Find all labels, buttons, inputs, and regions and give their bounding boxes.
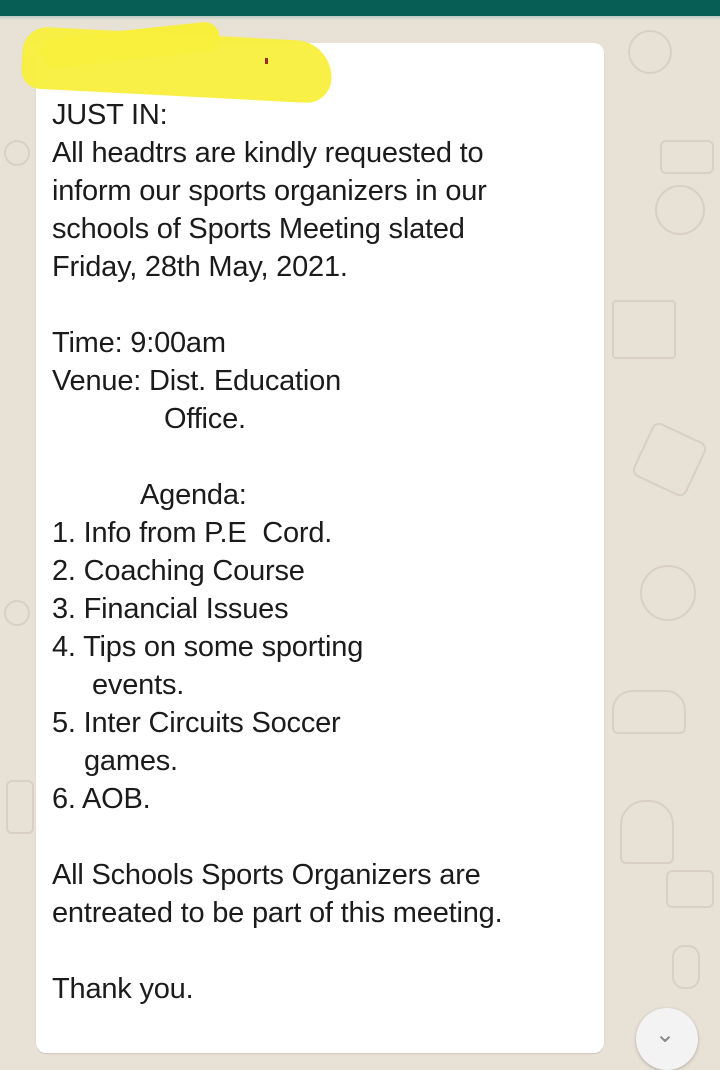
agenda-heading: Agenda:	[140, 479, 247, 511]
message-line: All Schools Sports Organizers are	[52, 859, 481, 891]
agenda-item: 5. Inter Circuits Soccer	[52, 707, 341, 739]
blank-line	[52, 818, 592, 856]
guitar-doodle-icon	[630, 420, 708, 498]
ticket-doodle-icon	[660, 140, 714, 174]
agenda-item: 3. Financial Issues	[52, 593, 289, 625]
message-line: inform our sports organizers in our	[52, 175, 487, 207]
message-text	[52, 96, 592, 1008]
circle-doodle-icon	[4, 140, 30, 166]
agenda-item: 4. Tips on some sporting	[52, 631, 364, 663]
message-line: Thank you.	[52, 973, 194, 1005]
microphone-doodle-icon	[672, 945, 700, 989]
agenda-item: 2. Coaching Course	[52, 555, 305, 587]
message-line: schools of Sports Meeting slated	[52, 213, 465, 245]
blank-line	[52, 932, 592, 970]
message-line: JUST IN:	[52, 99, 168, 131]
agenda-item-continued: games.	[84, 745, 178, 777]
message-line: Time: 9:00am	[52, 327, 226, 359]
message-line: Friday, 28th May, 2021.	[52, 251, 348, 283]
message-line: Venue: Dist. Education	[52, 365, 342, 397]
agenda-item: 1. Info from P.E Cord.	[52, 517, 333, 549]
cake-doodle-icon	[620, 800, 674, 864]
bottle-doodle-icon	[6, 780, 34, 834]
planet-doodle-icon	[628, 30, 672, 74]
blank-line	[52, 438, 592, 476]
message-line: Office.	[164, 403, 246, 435]
agenda-item: 6. AOB.	[52, 783, 151, 815]
keyboard-doodle-icon	[666, 870, 714, 908]
chevron-down-icon: ⌄	[655, 1021, 676, 1048]
sender-name-fragment	[265, 58, 268, 64]
circle-doodle-icon	[4, 600, 30, 626]
message-line: All headtrs are kindly requested to	[52, 137, 484, 169]
message-line: entreated to be part of this meeting.	[52, 897, 503, 929]
burger-doodle-icon	[612, 690, 686, 734]
scroll-to-bottom-button[interactable]	[636, 1008, 698, 1070]
agenda-item-continued: events.	[92, 669, 185, 701]
smiley-doodle-icon	[640, 565, 696, 621]
blank-line	[52, 286, 592, 324]
monkey-doodle-icon	[655, 185, 705, 235]
newspaper-doodle-icon	[612, 300, 676, 359]
